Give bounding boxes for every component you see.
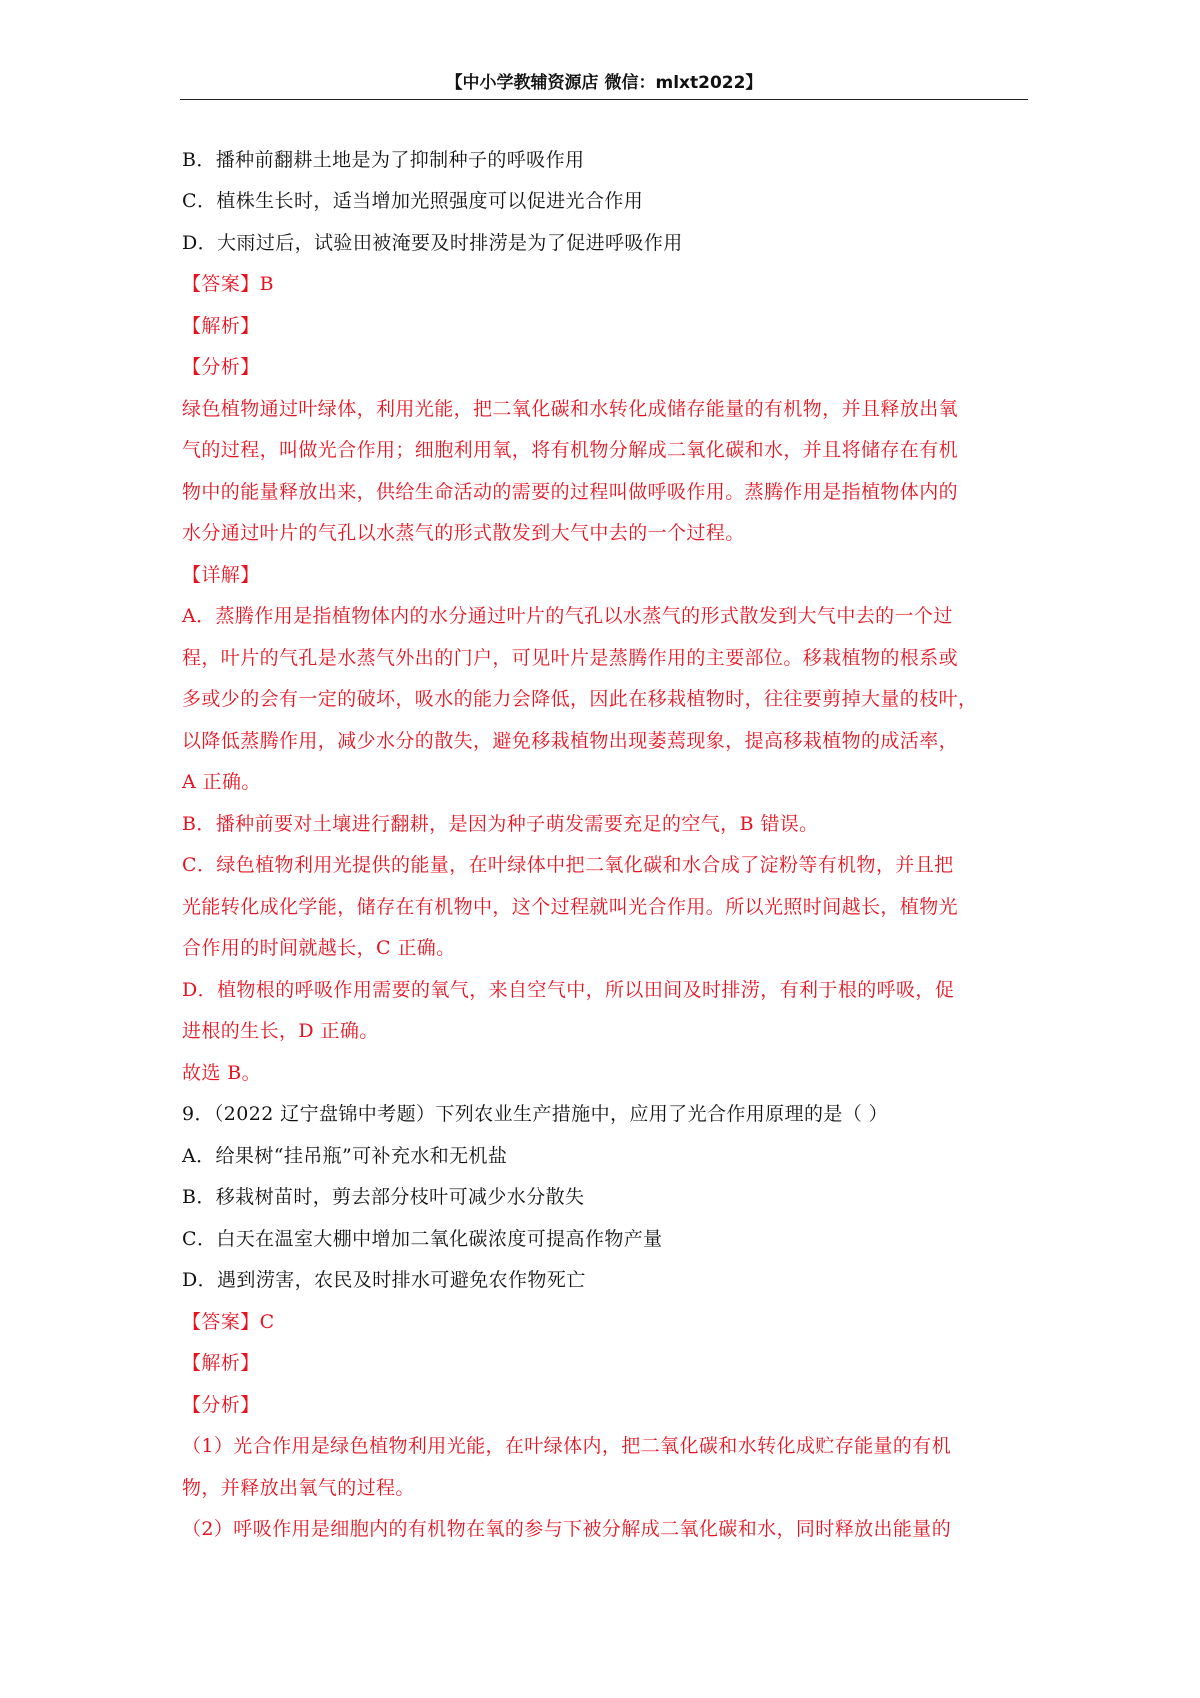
text-line: A 正确。: [182, 771, 261, 793]
option-b: B．移栽树苗时，剪去部分枝叶可减少水分散失: [182, 1186, 585, 1208]
text-line: （1）光合作用是绿色植物利用光能，在叶绿体内，把二氧化碳和水转化成贮存能量的有机: [182, 1435, 952, 1457]
text-line: B．播种前要对土壤进行翻耕，是因为种子萌发需要充足的空气，B 错误。: [182, 813, 819, 835]
text-line: C．植株生长时，适当增加光照强度可以促进光合作用: [182, 190, 644, 212]
text-line: 气的过程，叫做光合作用；细胞利用氧，将有机物分解成二氧化碳和水，并且将储存在有机: [182, 439, 959, 461]
text-line: 物中的能量释放出来，供给生命活动的需要的过程叫做呼吸作用。蒸腾作用是指植物体内的: [182, 481, 959, 503]
text-line: 合作用的时间就越长，C 正确。: [182, 937, 456, 959]
text-line: 多或少的会有一定的破坏，吸水的能力会降低，因此在移栽植物时，往往要剪掉大量的枝叶，: [182, 688, 978, 710]
text-line: 绿色植物通过叶绿体，利用光能，把二氧化碳和水转化成储存能量的有机物，并且释放出氧: [182, 398, 959, 420]
text-line: D．植物根的呼吸作用需要的氧气，来自空气中，所以田间及时排涝，有利于根的呼吸，促: [182, 979, 955, 1001]
text-line: 【分析】: [182, 1394, 260, 1416]
text-line: 进根的生长，D 正确。: [182, 1020, 379, 1042]
text-line: （2）呼吸作用是细胞内的有机物在氧的参与下被分解成二氧化碳和水，同时释放出能量的: [182, 1518, 952, 1540]
text-line: A．蒸腾作用是指植物体内的水分通过叶片的气孔以水蒸气的形式散发到大气中去的一个过: [182, 605, 953, 627]
text-line: 【解析】: [182, 1352, 260, 1374]
text-line: 物，并释放出氧气的过程。: [182, 1477, 415, 1499]
text-line: 以降低蒸腾作用，减少水分的散失，避免移栽植物出现萎蔫现象，提高移栽植物的成活率，: [182, 730, 959, 752]
text-line: B．播种前翻耕土地是为了抑制种子的呼吸作用: [182, 149, 585, 171]
text-line: 【答案】C: [182, 1311, 275, 1333]
question-stem: 9．（2022 辽宁盘锦中考题）下列农业生产措施中，应用了光合作用原理的是（ ）: [182, 1103, 889, 1125]
text-line: 【详解】: [182, 564, 260, 586]
option-c: C．白天在温室大棚中增加二氧化碳浓度可提高作物产量: [182, 1228, 663, 1250]
text-line: 【解析】: [182, 315, 260, 337]
text-line: 水分通过叶片的气孔以水蒸气的形式散发到大气中去的一个过程。: [182, 522, 745, 544]
text-line: 【分析】: [182, 356, 260, 378]
option-d: D．遇到涝害，农民及时排水可避免农作物死亡: [182, 1269, 586, 1291]
text-line: D．大雨过后，试验田被淹要及时排涝是为了促进呼吸作用: [182, 232, 683, 254]
page-header: 【中小学教辅资源店 微信：mlxt2022】: [445, 73, 763, 93]
text-line: 程，叶片的气孔是水蒸气外出的门户，可见叶片是蒸腾作用的主要部位。移栽植物的根系或: [182, 647, 959, 669]
text-line: C．绿色植物利用光提供的能量，在叶绿体中把二氧化碳和水合成了淀粉等有机物，并且把: [182, 854, 954, 876]
text-line: 【答案】B: [182, 273, 274, 295]
header-divider: [180, 99, 1028, 100]
option-a: A．给果树“挂吊瓶”可补充水和无机盐: [182, 1145, 508, 1167]
text-line: 光能转化成化学能，储存在有机物中，这个过程就叫光合作用。所以光照时间越长，植物光: [182, 896, 959, 918]
text-line: 故选 B。: [182, 1062, 262, 1084]
